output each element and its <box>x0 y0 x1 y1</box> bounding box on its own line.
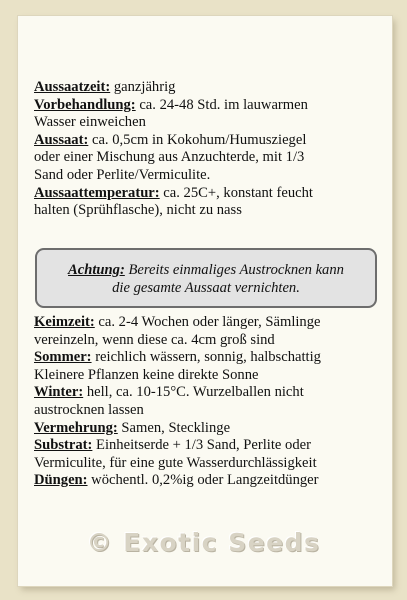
instruction-line <box>34 149 389 167</box>
section-text: reichlich wässern, sonnig, halbschattig <box>91 349 321 366</box>
instruction-line <box>34 402 389 420</box>
instruction-line <box>34 455 389 473</box>
instruction-line <box>34 185 389 203</box>
instruction-line <box>34 472 389 490</box>
section-label: Substrat: <box>34 437 93 454</box>
instruction-line <box>34 420 389 438</box>
section-text: hell, ca. 10-15°C. Wurzelballen nicht <box>83 384 304 401</box>
section-text: vereinzeln, wenn diese ca. 4cm groß sind <box>34 331 275 348</box>
section-label: Aussaatzeit: <box>34 79 111 95</box>
instruction-line <box>34 384 389 402</box>
section-label: Sommer: <box>34 349 92 366</box>
instruction-line <box>34 349 389 367</box>
instruction-line <box>34 79 389 97</box>
section-text: ca. 2-4 Wochen oder länger, Sämlinge <box>94 314 321 330</box>
warning-box <box>35 248 377 308</box>
section-text: halten (Sprühflasche), nicht zu nass <box>34 202 242 219</box>
instruction-line <box>34 97 389 115</box>
section-label: Aussaattemperatur: <box>34 184 160 201</box>
section-text: ca. 25C+, konstant feucht <box>159 184 313 201</box>
section-text: austrocknen lassen <box>34 401 144 418</box>
instruction-line <box>34 332 389 350</box>
section-label: Vorbehandlung: <box>34 96 136 113</box>
instruction-line <box>34 437 389 455</box>
section-text: Einheitserde + 1/3 Sand, Perlite oder <box>92 437 311 454</box>
section-text: Samen, Stecklinge <box>117 419 231 436</box>
instruction-line <box>34 314 389 332</box>
section-text: ca. 24-48 Std. im lauwarmen <box>135 96 308 113</box>
instruction-line <box>34 367 389 385</box>
section-label: Aussaat: <box>34 131 89 148</box>
section-text: ganzjährig <box>110 79 176 95</box>
instruction-line <box>34 132 389 150</box>
section-text: oder einer Mischung aus Anzuchterde, mit 1/3 <box>34 149 305 166</box>
instruction-line <box>34 114 389 132</box>
section-label: Winter: <box>34 384 84 401</box>
warning-line-2: die gesamte Aussaat vernichten. <box>112 280 300 296</box>
section-text: ca. 0,5cm in Kokohum/Humusziegel <box>88 131 307 148</box>
section-label: Düngen: <box>34 472 88 489</box>
care-instructions-top <box>34 79 389 220</box>
section-label: Vermehrung: <box>34 419 118 436</box>
instruction-line <box>34 167 389 185</box>
watermark: © Exotic Seeds <box>86 528 321 557</box>
section-text: wöchentl. 0,2%ig oder Langzeitdünger <box>87 472 319 489</box>
care-instructions-bottom <box>34 314 389 490</box>
section-text: Kleinere Pflanzen keine direkte Sonne <box>34 366 259 383</box>
warning-line-1: Bereits einmaliges Austrocknen kann <box>124 262 344 278</box>
section-text: Wasser einweichen <box>34 114 146 131</box>
section-text: Vermiculite, für eine gute Wasserdurchlässigkeit <box>34 454 317 471</box>
warning-label: Achtung: <box>68 262 125 278</box>
section-label: Keimzeit: <box>34 314 95 330</box>
instruction-line <box>34 202 389 220</box>
section-text: Sand oder Perlite/Vermiculite. <box>34 166 211 183</box>
